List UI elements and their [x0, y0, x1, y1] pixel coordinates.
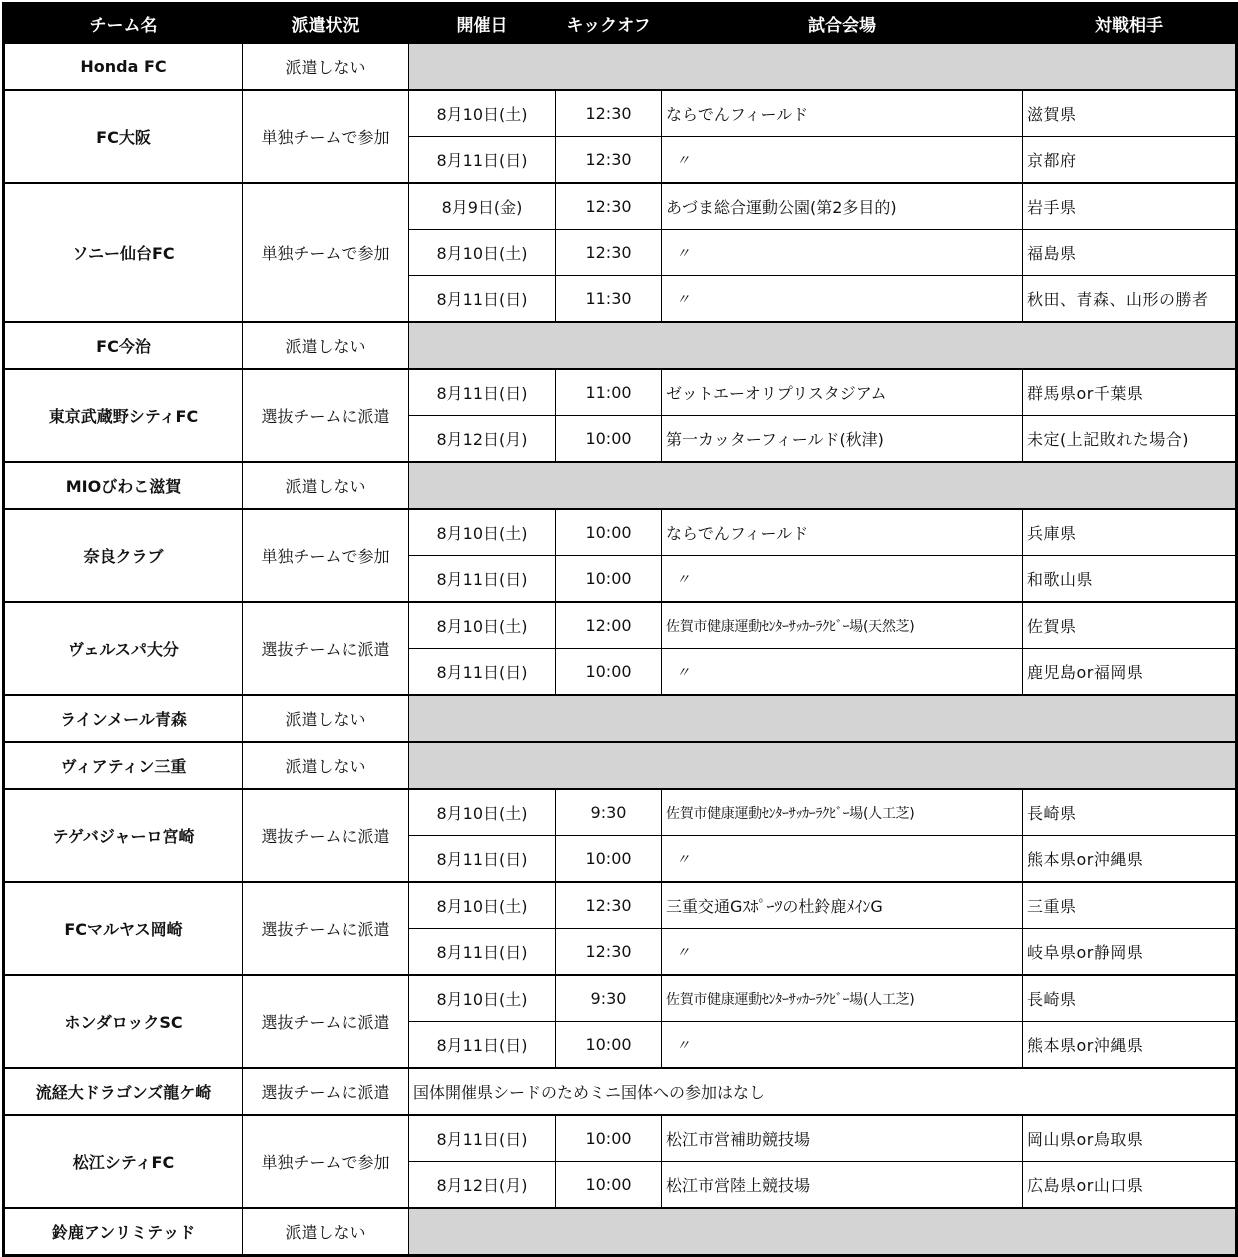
match-date: 8月10日(土): [409, 509, 556, 556]
venue-text: 第一カッターフィールド(秋津): [666, 430, 884, 449]
opponent: 岡山県or鳥取県: [1023, 1115, 1237, 1162]
match-date: 8月11日(日): [409, 137, 556, 184]
team-name: ホンダロックSC: [4, 975, 243, 1068]
team-name: 松江シティFC: [4, 1115, 243, 1208]
opponent: 熊本県or沖縄県: [1023, 1022, 1237, 1069]
kickoff-time: 12:30: [556, 230, 662, 276]
venue-text: 〃: [676, 851, 690, 868]
match-venue: [662, 882, 1023, 929]
table-row: [4, 90, 1237, 137]
kickoff-time: 9:30: [556, 975, 662, 1022]
kickoff-time: 10:00: [556, 1115, 662, 1162]
opponent: 京都府: [1023, 137, 1237, 184]
dispatch-status: 単独チームで参加: [243, 183, 409, 322]
header-team: チーム名: [4, 4, 243, 44]
dispatch-status: 単独チームで参加: [243, 1115, 409, 1208]
opponent: 秋田、青森、山形の勝者: [1023, 276, 1237, 323]
venue-text: 〃: [676, 245, 690, 262]
team-name: ヴィアティン三重: [4, 742, 243, 789]
opponent: 長崎県: [1023, 975, 1237, 1022]
kickoff-time: 9:30: [556, 789, 662, 836]
match-venue: [662, 789, 1023, 836]
match-venue: [662, 649, 1023, 696]
match-venue: [662, 90, 1023, 137]
no-schedule-cell: [409, 1208, 1237, 1256]
match-date: 8月11日(日): [409, 649, 556, 696]
opponent: 福島県: [1023, 230, 1237, 276]
no-schedule-cell: [409, 742, 1237, 789]
venue-text: 佐賀市健康運動ｾﾝﾀｰｻｯｶｰﾗｸﾋﾞｰ場(人工芝): [666, 991, 915, 1008]
venue-text: ゼットエーオリプリスタジアム: [666, 384, 887, 403]
table-row: [4, 509, 1237, 556]
kickoff-time: 10:00: [556, 509, 662, 556]
table-row: [4, 789, 1237, 836]
team-name: 鈴鹿アンリミテッド: [4, 1208, 243, 1256]
team-name: 東京武蔵野シティFC: [4, 369, 243, 462]
match-venue: [662, 602, 1023, 649]
team-name: FC今治: [4, 322, 243, 369]
opponent: 群馬県or千葉県: [1023, 369, 1237, 416]
table-row: [4, 322, 1237, 369]
match-venue: [662, 556, 1023, 603]
header-opponent: 対戦相手: [1023, 4, 1237, 44]
kickoff-time: 12:30: [556, 137, 662, 184]
opponent: 和歌山県: [1023, 556, 1237, 603]
match-venue: [662, 929, 1023, 976]
dispatch-status: 選抜チームに派遣: [243, 369, 409, 462]
kickoff-time: 12:30: [556, 929, 662, 976]
header-venue: 試合会場: [662, 4, 1023, 44]
dispatch-status: 選抜チームに派遣: [243, 789, 409, 882]
kickoff-time: 10:00: [556, 556, 662, 603]
table-row: [4, 1208, 1237, 1256]
header-status: 派遣状況: [243, 4, 409, 44]
opponent: 岐阜県or静岡県: [1023, 929, 1237, 976]
dispatch-status: 単独チームで参加: [243, 90, 409, 183]
opponent: 熊本県or沖縄県: [1023, 836, 1237, 883]
venue-text: 佐賀市健康運動ｾﾝﾀｰｻｯｶｰﾗｸﾋﾞｰ場(人工芝): [666, 805, 915, 822]
table-row: [4, 695, 1237, 742]
dispatch-status: 派遣しない: [243, 1208, 409, 1256]
dispatch-status: 派遣しない: [243, 742, 409, 789]
match-date: 8月11日(日): [409, 556, 556, 603]
table-row: [4, 882, 1237, 929]
match-date: 8月11日(日): [409, 276, 556, 323]
match-venue: [662, 183, 1023, 230]
dispatch-status: 選抜チームに派遣: [243, 602, 409, 695]
opponent: 三重県: [1023, 882, 1237, 929]
schedule-body: [4, 43, 1237, 1256]
match-date: 8月10日(土): [409, 230, 556, 276]
team-name: ヴェルスパ大分: [4, 602, 243, 695]
opponent: 長崎県: [1023, 789, 1237, 836]
table-row: [4, 1115, 1237, 1162]
team-name: テゲバジャーロ宮崎: [4, 789, 243, 882]
match-date: 8月11日(日): [409, 1022, 556, 1069]
match-date: 8月10日(土): [409, 975, 556, 1022]
venue-text: 〃: [676, 152, 690, 169]
venue-text: ならでんフィールド: [666, 524, 809, 543]
no-schedule-cell: [409, 462, 1237, 509]
kickoff-time: 11:30: [556, 276, 662, 323]
header-row: [4, 4, 1237, 44]
venue-text: ならでんフィールド: [666, 105, 809, 124]
venue-text: 松江市営補助競技場: [666, 1130, 811, 1149]
table-row: [4, 742, 1237, 789]
match-date: 8月10日(土): [409, 90, 556, 137]
kickoff-time: 10:00: [556, 416, 662, 463]
table-row: [4, 183, 1237, 230]
table-row: [4, 602, 1237, 649]
opponent: 滋賀県: [1023, 90, 1237, 137]
venue-text: 〃: [676, 291, 690, 308]
kickoff-time: 10:00: [556, 836, 662, 883]
team-note: 国体開催県シードのためミニ国体への参加はなし: [409, 1068, 1237, 1115]
opponent: 佐賀県: [1023, 602, 1237, 649]
match-date: 8月10日(土): [409, 789, 556, 836]
match-date: 8月12日(月): [409, 1162, 556, 1209]
match-venue: [662, 1022, 1023, 1069]
schedule-table: [2, 2, 1238, 1257]
match-venue: [662, 1115, 1023, 1162]
match-venue: [662, 975, 1023, 1022]
venue-text: 〃: [676, 664, 690, 681]
dispatch-status: 選抜チームに派遣: [243, 975, 409, 1068]
table-row: [4, 369, 1237, 416]
kickoff-time: 10:00: [556, 1022, 662, 1069]
opponent: 未定(上記敗れた場合): [1023, 416, 1237, 463]
match-venue: [662, 369, 1023, 416]
table-row: [4, 1068, 1237, 1115]
match-venue: [662, 416, 1023, 463]
match-venue: [662, 276, 1023, 323]
opponent: 広島県or山口県: [1023, 1162, 1237, 1209]
match-date: 8月12日(月): [409, 416, 556, 463]
match-venue: [662, 509, 1023, 556]
venue-text: 〃: [676, 1037, 690, 1054]
opponent: 岩手県: [1023, 183, 1237, 230]
venue-text: 〃: [676, 571, 690, 588]
table-row: [4, 43, 1237, 90]
team-name: ラインメール青森: [4, 695, 243, 742]
team-name: 奈良クラブ: [4, 509, 243, 602]
match-date: 8月9日(金): [409, 183, 556, 230]
team-name: 流経大ドラゴンズ龍ケ崎: [4, 1068, 243, 1115]
no-schedule-cell: [409, 322, 1237, 369]
dispatch-status: 単独チームで参加: [243, 509, 409, 602]
kickoff-time: 12:30: [556, 90, 662, 137]
match-date: 8月11日(日): [409, 369, 556, 416]
team-name: MIOびわこ滋賀: [4, 462, 243, 509]
opponent: 兵庫県: [1023, 509, 1237, 556]
match-date: 8月11日(日): [409, 836, 556, 883]
venue-text: 〃: [676, 944, 690, 961]
match-date: 8月10日(土): [409, 602, 556, 649]
team-name: FCマルヤス岡崎: [4, 882, 243, 975]
dispatch-status: 選抜チームに派遣: [243, 882, 409, 975]
venue-text: 三重交通Gｽﾎﾟｰﾂの杜鈴鹿ﾒｲﾝG: [666, 897, 883, 916]
dispatch-status: 派遣しない: [243, 322, 409, 369]
no-schedule-cell: [409, 695, 1237, 742]
kickoff-time: 11:00: [556, 369, 662, 416]
team-name: Honda FC: [4, 43, 243, 90]
table-row: [4, 462, 1237, 509]
kickoff-time: 12:30: [556, 183, 662, 230]
match-venue: [662, 137, 1023, 184]
venue-text: 佐賀市健康運動ｾﾝﾀｰｻｯｶｰﾗｸﾋﾞｰ場(天然芝): [666, 618, 915, 635]
venue-text: あづま総合運動公園(第2多目的): [666, 198, 897, 217]
dispatch-status: 派遣しない: [243, 462, 409, 509]
kickoff-time: 10:00: [556, 649, 662, 696]
match-venue: [662, 1162, 1023, 1209]
no-schedule-cell: [409, 43, 1237, 90]
kickoff-time: 12:30: [556, 882, 662, 929]
kickoff-time: 12:00: [556, 602, 662, 649]
venue-text: 松江市営陸上競技場: [666, 1176, 811, 1195]
header-date: 開催日: [409, 4, 556, 44]
dispatch-status: 選抜チームに派遣: [243, 1068, 409, 1115]
dispatch-status: 派遣しない: [243, 43, 409, 90]
match-date: 8月11日(日): [409, 1115, 556, 1162]
team-name: FC大阪: [4, 90, 243, 183]
match-date: 8月10日(土): [409, 882, 556, 929]
kickoff-time: 10:00: [556, 1162, 662, 1209]
match-venue: [662, 836, 1023, 883]
team-name: ソニー仙台FC: [4, 183, 243, 322]
match-date: 8月11日(日): [409, 929, 556, 976]
table-row: [4, 975, 1237, 1022]
opponent: 鹿児島or福岡県: [1023, 649, 1237, 696]
header-kickoff: キックオフ: [556, 4, 662, 44]
dispatch-status: 派遣しない: [243, 695, 409, 742]
match-venue: [662, 230, 1023, 276]
